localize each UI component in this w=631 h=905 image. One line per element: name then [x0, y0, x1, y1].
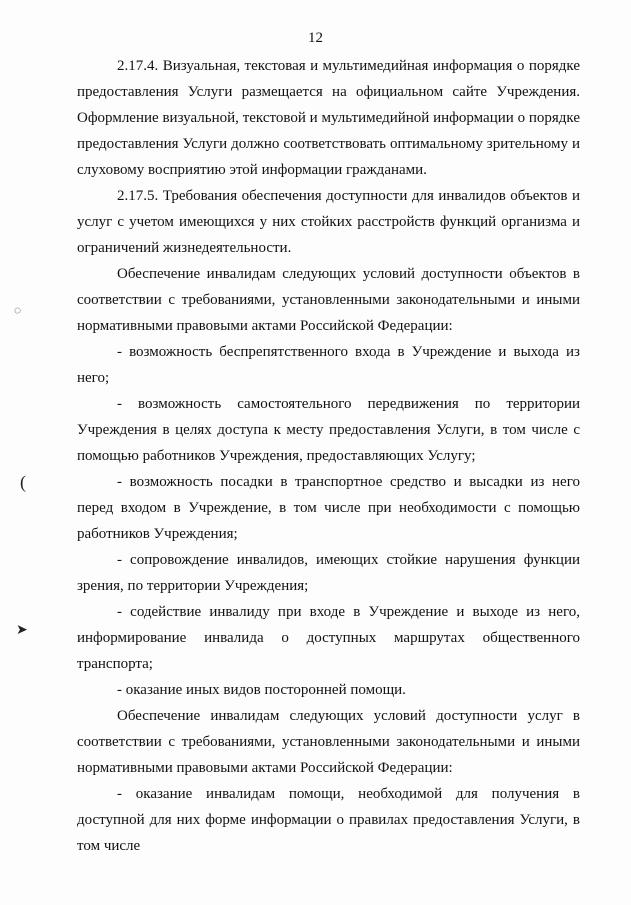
scan-mark: ◌	[14, 303, 22, 317]
list-item: - оказание инвалидам помощи, необходимой для получения в доступной для них форме информации о правилах предоставления Услуги, в том числе	[77, 786, 580, 854]
list-item: - возможность беспрепятственного входа в Учреждение и выхода из него;	[77, 344, 580, 386]
list-item: - возможность самостоятельного передвижения по территории Учреждения в целях доступа к месту предоставления Услуги, в том числе с помощью работников Учреждения, предоставляющих Услугу;	[77, 396, 580, 464]
list-item: - сопровождение инвалидов, имеющих стойкие нарушения функции зрения, по территории Учреждения;	[77, 552, 580, 594]
scan-mark: ➤	[16, 623, 28, 638]
paragraph-services-intro: Обеспечение инвалидам следующих условий доступности услуг в соответствии с требованиями, установленными законодательными и иными нормативными правовыми актами Российской Федерации:	[77, 708, 580, 776]
list-item: - оказание иных видов посторонней помощи.	[117, 682, 406, 698]
scan-mark: (	[20, 472, 26, 492]
paragraph-2-17-4: 2.17.4. Визуальная, текстовая и мультимедийная информация о порядке предоставления Услуги размещается на официальном сайте Учреждения. Оформление визуальной, текстовой и мультимедийной информации о порядке предоставления Услуги должно соответствовать оптимальному зрительному и слуховому восприятию этой информации гражданами.	[77, 58, 580, 178]
list-item: - возможность посадки в транспортное средство и высадки из него перед входом в Учреждение, в том числе при необходимости с помощью работников Учреждения;	[77, 474, 580, 542]
paragraph-objects-intro: Обеспечение инвалидам следующих условий доступности объектов в соответствии с требованиями, установленными законодательными и иными нормативными правовыми актами Российской Федерации:	[77, 266, 580, 334]
document-body	[77, 53, 580, 859]
paragraph-2-17-5: 2.17.5. Требования обеспечения доступности для инвалидов объектов и услуг с учетом имеющихся у них стойких расстройств функций организма и ограничений жизнедеятельности.	[77, 188, 580, 256]
page-number: 12	[308, 30, 323, 46]
list-item: - содействие инвалиду при входе в Учреждение и выходе из него, информирование инвалида о доступных маршрутах общественного транспорта;	[77, 604, 580, 672]
